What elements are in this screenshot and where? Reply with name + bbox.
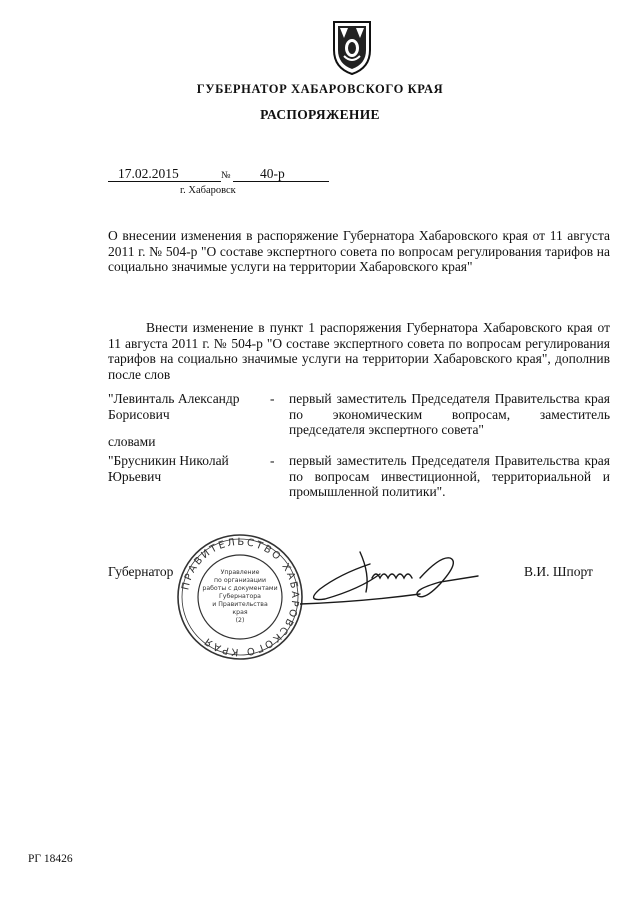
dash-separator: - (270, 453, 275, 468)
registration-code: РГ 18426 (28, 853, 73, 865)
replacement-after-row (108, 453, 610, 503)
signer-name: В.И. Шпорт (524, 564, 593, 579)
connector-word: словами (108, 434, 156, 449)
date-underline (108, 181, 221, 182)
document-subject: О внесении изменения в распоряжение Губернатора Хабаровского края от 11 августа 2011 г. № 504-р "О составе экспертного совета по вопросам регулирования тарифов на социально значимые услуги на территории Хабаровского края" (108, 228, 610, 274)
svg-text:Управление: Управление (220, 569, 260, 576)
official-seal-stamp (175, 532, 305, 662)
document-city: г. Хабаровск (180, 185, 236, 196)
person-name: "Брусникин Николай Юрьевич (108, 453, 229, 484)
svg-text:по организации: по организации (214, 577, 266, 584)
svg-text:ПРАВИТЕЛЬСТВО ХАБАРОВСКОГО КРА: ПРАВИТЕЛЬСТВО ХАБАРОВСКОГО КРАЯ (180, 536, 301, 658)
handwritten-signature (300, 544, 480, 614)
svg-text:и Правительства: и Правительства (212, 601, 268, 608)
svg-text:края: края (232, 609, 248, 616)
page-title: ГУБЕРНАТОР ХАБАРОВСКОГО КРАЯ (196, 82, 444, 96)
document-body: Внести изменение в пункт 1 распоряжения Губернатора Хабаровского края от 11 августа 2011 г. № 504-р "О составе экспертного совета по вопросам регулирования тарифов на социально значимые услуги на территории Хабаровского края", дополнив после слов (108, 320, 610, 382)
signer-title: Губернатор (108, 564, 174, 579)
document-type-heading: РАСПОРЯЖЕНИЕ (260, 107, 380, 122)
document-date: 17.02.2015 (118, 166, 179, 181)
number-sign: № (221, 170, 231, 181)
coat-of-arms-icon (330, 18, 374, 76)
svg-text:Губернатора: Губернатора (219, 593, 261, 600)
person-position: первый заместитель Председателя Правительства края по вопросам инвестиционной, территориальной и промышленной политики". (289, 453, 610, 499)
person-position: первый заместитель Председателя Правительства края по экономическим вопросам, заместитель председателя экспертного совета" (289, 391, 610, 437)
replacement-before-row (108, 391, 610, 441)
number-underline (233, 181, 329, 182)
dash-separator: - (270, 391, 275, 406)
person-name: "Левинталь Александр Борисович (108, 391, 240, 422)
svg-text:работы с документами: работы с документами (202, 585, 278, 592)
svg-text:(2): (2) (235, 617, 245, 624)
document-number: 40-р (260, 166, 285, 181)
